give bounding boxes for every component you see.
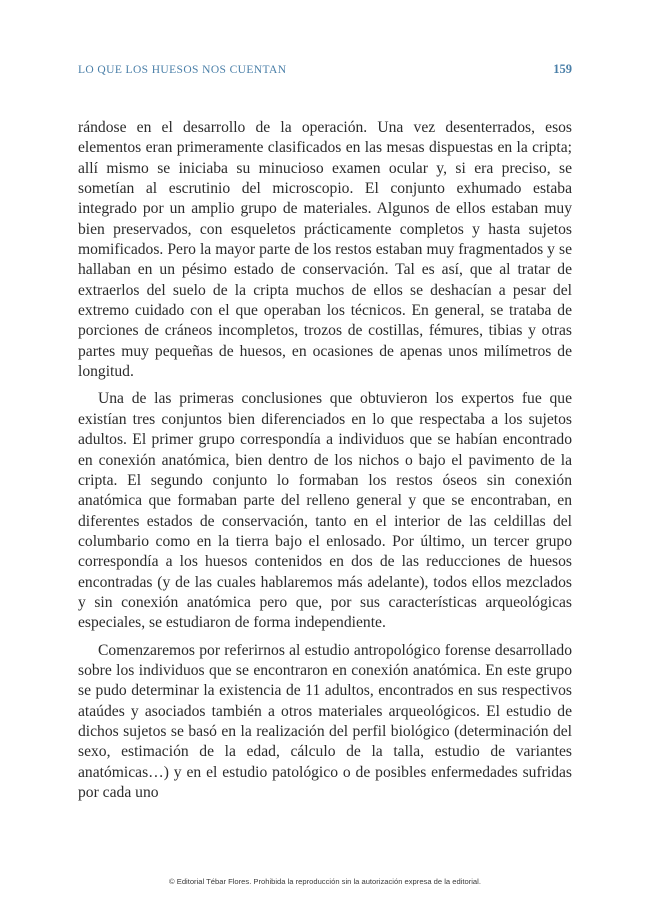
copyright-footer: © Editorial Tébar Flores. Prohibida la reproducción sin la autorización expresa de la editorial. [169,877,481,886]
paragraph-anthropological-study: Comenzaremos por referirnos al estudio antropológico forense desarrollado sobre los individuos que se encontraron en conexión anatómica. En este grupo se pudo determinar la existencia de 11 adultos, encontrados en sus respectivos ataúdes y asociados también a otros materiales arqueológicos. El estudio de dichos sujetos se basó en la realización del perfil biológico (determinación del sexo, estimación de la edad, cálculo de la talla, estudio de variantes anatómicas…) y en el estudio patológico o de posibles enfermedades sufridas por cada uno [78,641,572,801]
paragraph-conclusions: Una de las primeras conclusiones que obtuvieron los expertos fue que existían tres conjuntos bien diferenciados en lo que respectaba a los sujetos adultos. El primer grupo correspondía a individuos que se habían encontrado en conexión anatómica, bien dentro de los nichos o bajo el pavimento de la cripta. El segundo conjunto lo formaban los restos óseos sin conexión anatómica que formaban parte del relleno general y que se encontraban, en diferentes estados de conservación, tanto en el interior de las celdillas del columbario como en la tierra bajo el enlosado. Por último, un tercer grupo correspondía a los huesos contenidos en dos de las reducciones de huesos encontradas (y de las cuales hablaremos más adelante), todos ellos mezclados y sin conexión anatómica pero que, por sus características arqueológicas especiales, se estudiaron de forma independiente. [78,390,572,632]
running-header [78,62,572,80]
paragraph-continuation: rándose en el desarrollo de la operación. Una vez desenterrados, esos elementos eran primeramente clasificados en las mesas dispuestas en la cripta; allí mismo se iniciaba su minucioso examen ocular y, si era preciso, se sometían al escrutinio del microscopio. El conjunto exhumado estaba integrado por un amplio grupo de materiales. Algunos de ellos estaban muy bien preservados, con esqueletos prácticamente completos y hasta sujetos momificados. Pero la mayor parte de los restos estaban muy fragmentados y se hallaban en un pésimo estado de conservación. Tal es así, que al tratar de extraerlos del suelo de la cripta muchos de ellos se deshacían a pesar del extremo cuidado con el que operaban los técnicos. En general, se trataba de porciones de cráneos incompletos, trozos de costillas, fémures, tibias y otras partes muy pequeñas de huesos, en ocasiones de apenas unos milímetros de longitud. [78,119,572,381]
running-title: LO QUE LOS HUESOS NOS CUENTAN [78,64,287,76]
page-body [78,118,572,803]
page-number: 159 [553,62,572,76]
